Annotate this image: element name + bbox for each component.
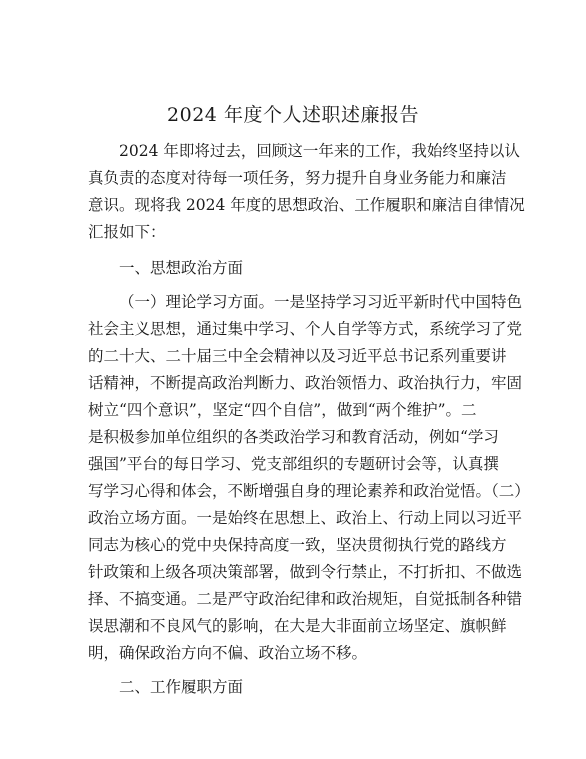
body-line: 强国”平台的每日学习、党支部组织的专题研讨会等，认真撰 <box>88 455 499 473</box>
document-title: 2024 年度个人述职述廉报告 <box>167 104 419 126</box>
intro-line: 2024 年即将过去，回顾这一年来的工作，我始终坚持以认 <box>119 142 520 160</box>
body-line: （一）理论学习方面。一是坚持学习习近平新时代中国特色 <box>119 293 523 311</box>
section-heading: 二、工作履职方面 <box>119 678 244 696</box>
body-line: 同志为核心的党中央保持高度一致，坚决贯彻执行党的路线方 <box>88 536 507 554</box>
body-line: 写学习心得和体会，不断增强自身的理论素养和政治觉悟。（二） <box>88 482 530 500</box>
section-heading: 一、思想政治方面 <box>119 259 244 277</box>
body-line: 明，确保政治方向不偏、政治立场不移。 <box>88 644 368 662</box>
body-line: 误思潮和不良风气的影响，在大是大非面前立场坚定、旗帜鲜 <box>88 617 507 635</box>
body-line: 是积极参加单位组织的各类政治学习和教育活动，例如“学习 <box>88 428 499 446</box>
body-line: 社会主义思想，通过集中学习、个人自学等方式，系统学习了党 <box>88 320 523 338</box>
body-line: 择、不搞变通。二是严守政治纪律和政治规矩，自觉抵制各种错 <box>88 590 523 608</box>
body-line: 话精神，不断提高政治判断力、政治领悟力、政治执行力，牢固 <box>88 374 523 392</box>
intro-line: 意识。现将我 2024 年度的思想政治、工作履职和廉洁自律情况 <box>88 196 525 214</box>
intro-line: 真负责的态度对待每一项任务，努力提升自身业务能力和廉洁 <box>88 169 507 187</box>
body-line: 针政策和上级各项决策部署，做到令行禁止，不打折扣、不做选 <box>88 563 523 581</box>
body-line: 树立“四个意识”，坚定“四个自信”，做到“两个维护”。二 <box>88 401 477 419</box>
body-line: 的二十大、二十届三中全会精神以及习近平总书记系列重要讲 <box>88 347 507 365</box>
intro-line: 汇报如下： <box>88 223 166 241</box>
body-line: 政治立场方面。一是始终在思想上、政治上、行动上同以习近平 <box>88 509 523 527</box>
